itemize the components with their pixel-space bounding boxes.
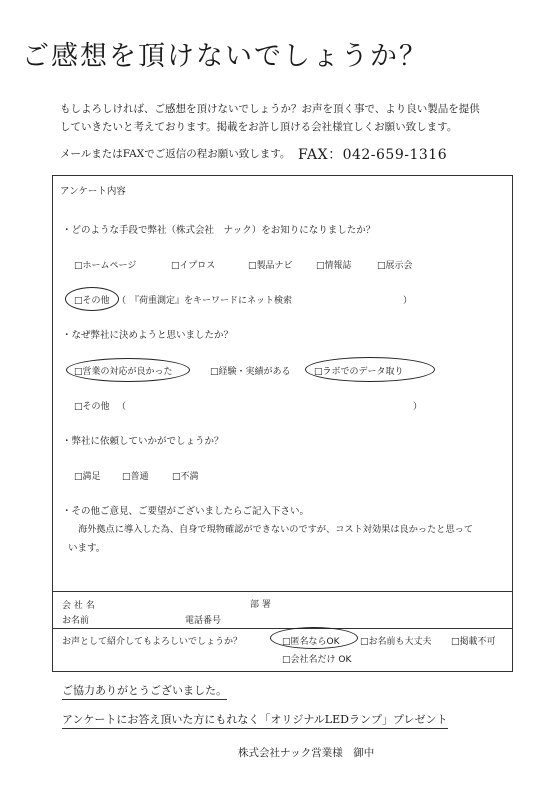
q1-option-exhibition[interactable]: □展示会 <box>377 261 413 271</box>
q1-option-magazine[interactable]: □情報誌 <box>316 261 352 271</box>
consent-option-company-only[interactable]: □会社名だけ OK <box>282 655 352 665</box>
survey-box <box>52 175 513 672</box>
q1-other-paren-close: ） <box>403 296 413 306</box>
q2-other-paren-open: （ <box>117 402 127 412</box>
present-message: アンケートにお答え頂いた方にもれなく「オリジナルLEDランプ」プレゼント <box>62 711 448 729</box>
q1-other-paren-open: （ <box>117 296 127 306</box>
q4-answer-line-1: 海外拠点に導入した為、自身で現物確認ができないのですが、コスト対効果は良かったと思って <box>78 524 474 535</box>
page-title: ご感想を頂けないでしょうか？ <box>22 41 428 72</box>
question-2: ・なぜ弊社に決めようと思いましたか？ <box>62 330 234 341</box>
thanks-message: ご協力ありがとうございました。 <box>62 682 227 700</box>
q2-option-experience[interactable]: □経験・実績がある <box>210 367 291 377</box>
question-3: ・弊社に依頼していかがでしょうか？ <box>62 436 224 447</box>
fax-number: FAX：042-659-1316 <box>298 147 448 163</box>
q1-circle-mark <box>65 287 119 311</box>
intro-line-3: メールまたはFAXでご返信の程お願い致します。 <box>60 148 291 160</box>
intro-line-1: もしよろしければ、ご感想を頂けないでしょうか？お声を頂く事で、より良い製品を提供 <box>60 103 480 115</box>
q2-option-sales-response[interactable]: □営業の対応が良かった <box>74 367 173 377</box>
consent-option-name-ok[interactable]: □お名前も大丈夫 <box>360 637 432 647</box>
q3-option-average[interactable]: □普通 <box>122 472 149 482</box>
q1-option-seihin-navi[interactable]: □製品ナビ <box>248 261 293 271</box>
q2-circle-mark-1 <box>66 358 190 382</box>
q3-option-satisfied[interactable]: □満足 <box>74 472 101 482</box>
question-4: ・その他ご意見、ご要望がございましたらご記入下さい。 <box>62 506 310 517</box>
q2-circle-mark-2 <box>305 357 435 382</box>
survey-heading: アンケート内容 <box>60 186 126 197</box>
q4-answer-line-2: います。 <box>68 543 106 554</box>
consent-question: お声として紹介してもよろしいでしょうか？ <box>62 637 243 647</box>
consent-circle-mark <box>270 627 358 649</box>
form-divider <box>52 591 513 592</box>
name-label: お名前 <box>62 616 90 626</box>
phone-label: 電話番号 <box>185 616 222 626</box>
q2-option-lab-data[interactable]: □ラボでのデータ取り <box>314 367 404 377</box>
intro-line-2: していきたいと考えております。掲載をお許し頂ける会社様宜しくお願い致します。 <box>60 121 458 133</box>
q2-other-paren-close: ） <box>413 402 423 412</box>
q1-other-value: 『荷重測定』をキーワードにネット検索 <box>130 296 293 306</box>
consent-divider <box>52 628 513 629</box>
addressee: 株式会社ナック営業様 御中 <box>238 747 375 759</box>
q3-option-unsatisfied[interactable]: □不満 <box>172 472 199 482</box>
q1-option-ipros[interactable]: □イプロス <box>171 261 216 271</box>
department-label: 部 署 <box>250 600 271 610</box>
q1-option-homepage[interactable]: □ホームページ <box>74 261 137 271</box>
q2-option-other[interactable]: □その他 <box>74 402 110 412</box>
consent-option-anonymous[interactable]: □匿名ならOK <box>282 637 340 647</box>
company-name-label: 会 社 名 <box>62 601 95 611</box>
question-1: ・どのような手段で弊社（株式会社 ナック）をお知りになりましたか？ <box>62 225 376 236</box>
consent-option-no-post[interactable]: □掲載不可 <box>451 637 496 647</box>
q1-option-other[interactable]: □その他 <box>74 296 110 306</box>
